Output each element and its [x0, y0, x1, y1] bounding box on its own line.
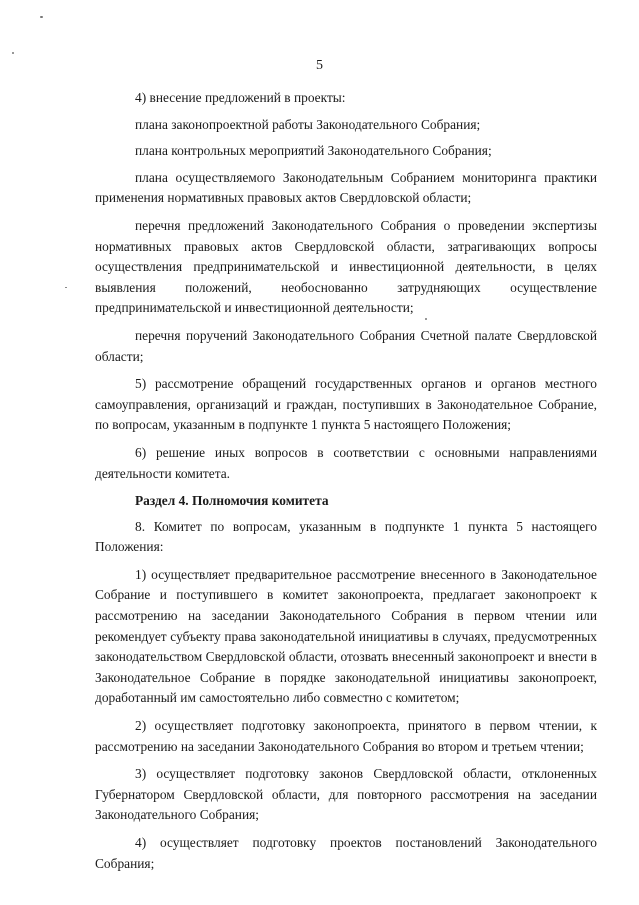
paragraph: 8. Комитет по вопросам, указанным в подпункте 1 пункта 5 настоящего Положения: [95, 518, 597, 555]
paragraph: плана контрольных мероприятий Законодательного Собрания; [135, 143, 492, 159]
paragraph: 2) осуществляет подготовку законопроекта, принятого в первом чтении, к рассмотрению на заседании Законодательного Собрания во втором и третьем чтении; [95, 718, 597, 754]
paragraph: перечня предложений Законодательного Собрания о проведении экспертизы нормативных правовых актов Свердловской области, затрагивающих вопросы осуществления предпринимательской и инвестиционной деятельности, в целях выявления положений, необоснованно затрудняющих осуществление предпринимательской и инвестиционной деятельности; [95, 217, 597, 316]
paragraph: плана законопроектной работы Законодательного Собрания; [135, 116, 481, 132]
paragraph: 6) решение иных вопросов в соответствии с основными направлениями деятельности комитета. [95, 444, 597, 481]
paragraph: 4) внесение предложений в проекты: [135, 90, 346, 105]
document-body [95, 88, 597, 881]
paragraph: 3) осуществляет подготовку законов Свердловской области, отклоненных Губернатором Свердловской области, для повторного рассмотрения на заседании Законодательного Собрания; [95, 766, 597, 823]
scan-speck [40, 16, 43, 18]
paragraph: 4) осуществляет подготовку проектов постановлений Законодательного Собрания; [95, 835, 597, 871]
section-heading: Раздел 4. Полномочия комитета [135, 493, 329, 509]
paragraph: перечня поручений Законодательного Собрания Счетной палате Свердловской области; [95, 327, 597, 364]
scan-speck [65, 287, 67, 288]
paragraph: плана осуществляемого Законодательным Собранием мониторинга практики применения нормативных правовых актов Свердловской области; [95, 169, 597, 206]
page-number: 5 [316, 58, 323, 73]
scan-speck [12, 52, 14, 54]
paragraph: 5) рассмотрение обращений государственных органов и органов местного самоуправления, организаций и граждан, поступивших в Законодательное Собрание, по вопросам, указанным в подпункте 1 пункта 5 настоящего Положения; [95, 376, 597, 433]
paragraph: 1) осуществляет предварительное рассмотрение внесенного в Законодательное Собрание и поступившего в комитет законопроекта, предлагает законопроект к рассмотрению на заседании Законодательного Собрания в первом чтении или рекомендует субъекту права законодательной инициативы в случаях, предусмотренных законодательством Свердловской области, отозвать внесенный законопроект и внести в Законодательное Собрание в порядке законодательной инициативы законопроект, доработанный им самостоятельно либо совместно с комитетом; [95, 566, 597, 706]
